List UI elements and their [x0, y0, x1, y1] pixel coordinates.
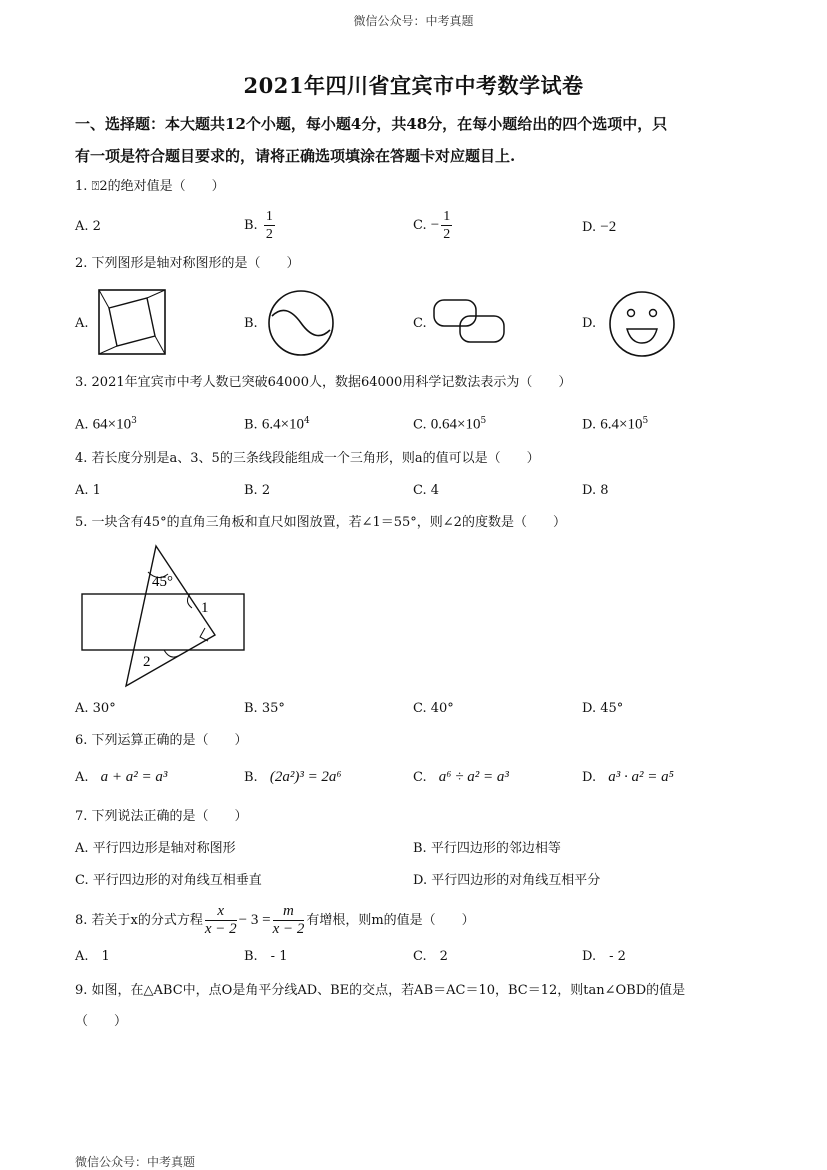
denominator: 2 — [265, 227, 273, 242]
numerator: m — [273, 903, 305, 921]
question-6-stem: 6. 下列运算正确的是（ ） — [75, 733, 248, 748]
denominator: 2 — [443, 227, 451, 242]
set-square — [126, 546, 215, 686]
page-header: 微信公众号：中考真题 — [353, 14, 474, 28]
numerator: 1 — [443, 209, 451, 224]
q6-option-b[interactable] — [244, 768, 342, 787]
question-3-stem: 3. 2021年宜宾市中考人数已突破64000人，数据64000用科学记数法表示为（ ） — [75, 375, 572, 390]
q1-option-c[interactable] — [413, 208, 454, 243]
math-expression: a⁶ ÷ a² = a³ — [438, 769, 509, 785]
q7-option-b[interactable]: B. 平行四边形的邻边相等 — [413, 841, 561, 856]
exponent: 3 — [131, 416, 137, 426]
q5-option-b[interactable]: B. 35° — [244, 701, 285, 716]
q1-option-d[interactable] — [582, 218, 616, 237]
question-7-stem: 7. 下列说法正确的是（ ） — [75, 809, 248, 824]
math-value: 64×10 — [92, 416, 132, 433]
label-angle-2: 2 — [143, 654, 151, 670]
q1-option-b[interactable] — [244, 208, 277, 243]
question-9-stem-bracket: （ ） — [75, 1014, 128, 1029]
q5-figure-ruler-triangle — [80, 542, 250, 692]
math-expression: a + a² = a³ — [100, 769, 168, 785]
exponent: 5 — [642, 416, 649, 426]
question-8-stem — [75, 900, 475, 941]
question-5-stem: 5. 一块含有45°的直角三角板和直尺如图放置，若∠1＝55°，则∠2的度数是（ ） — [75, 515, 566, 530]
q8-option-c[interactable]: C. 2 — [413, 949, 448, 964]
q4-option-b[interactable]: B. 2 — [244, 483, 271, 498]
q4-option-c[interactable]: C. 4 — [413, 483, 440, 498]
option-label: D. — [582, 220, 597, 235]
fraction-one-half — [441, 208, 452, 243]
stem-suffix: 有增根，则m的值是（ ） — [306, 913, 475, 928]
q5-option-c[interactable]: C. 40° — [413, 701, 454, 716]
q2-option-c[interactable]: C. — [413, 316, 427, 331]
q8-option-d[interactable]: D. - 2 — [582, 949, 626, 964]
option-label: C. — [413, 218, 427, 233]
q6-option-a[interactable] — [75, 768, 167, 787]
page-footer: 微信公众号：中考真题 — [75, 1155, 196, 1169]
angle-2-arc — [164, 650, 178, 657]
equation-middle: − 3 = — [238, 912, 271, 928]
option-label: A. — [75, 770, 89, 785]
q4-option-a[interactable]: A. 1 — [75, 483, 101, 498]
fraction-one-half — [264, 208, 275, 243]
q2-figure-d-smiley — [607, 289, 677, 359]
option-label: A. — [75, 417, 89, 433]
label-45-degree: 45° — [152, 574, 173, 590]
option-label: D. — [582, 770, 597, 785]
denominator: x − 2 — [272, 921, 305, 937]
q2-figure-b-yinyang — [266, 288, 336, 358]
q7-option-c[interactable]: C. 平行四边形的对角线互相垂直 — [75, 873, 262, 888]
option-label: B. — [244, 417, 258, 433]
option-label: D. — [582, 417, 597, 433]
numerator: 1 — [265, 209, 273, 224]
fraction-m-over-x-minus-2 — [273, 903, 305, 938]
q8-option-b[interactable]: B. - 1 — [244, 949, 288, 964]
q7-option-a[interactable]: A. 平行四边形是轴对称图形 — [75, 841, 236, 856]
minus-sign: − — [430, 217, 440, 233]
stem-prefix: 8. 若关于x的分式方程 — [75, 913, 203, 928]
q3-option-d[interactable] — [582, 412, 648, 434]
math-expression: a³ · a² = a⁵ — [608, 769, 674, 785]
section-heading-line1: 一、选择题：本大题共12个小题，每小题4分，共48分，在每小题给出的四个选项中，只 — [75, 115, 668, 133]
option-label: B. — [244, 218, 258, 233]
section-heading-line2: 有一项是符合题目要求的，请将正确选项填涂在答题卡对应题目上. — [75, 147, 516, 165]
option-label: C. — [413, 770, 427, 785]
q2-option-a[interactable]: A. — [75, 316, 89, 331]
exam-title: 2021年四川省宜宾市中考数学试卷 — [243, 73, 584, 98]
q1-option-a[interactable]: A. 2 — [75, 219, 101, 234]
q5-option-a[interactable]: A. 30° — [75, 701, 116, 716]
ruler — [82, 594, 244, 650]
q3-option-b[interactable] — [244, 412, 310, 434]
exponent: 4 — [304, 416, 310, 426]
q2-figure-c-chain-links — [432, 296, 508, 348]
question-2-stem: 2. 下列图形是轴对称图形的是（ ） — [75, 256, 300, 271]
math-value: 6.4×10 — [261, 416, 305, 433]
q2-option-b[interactable]: B. — [244, 316, 258, 331]
denominator: x − 2 — [204, 921, 237, 937]
option-label: B. — [244, 770, 258, 785]
numerator: x — [205, 903, 237, 921]
q8-option-a[interactable]: A. 1 — [75, 949, 110, 964]
q7-option-d[interactable]: D. 平行四边形的对角线互相平分 — [413, 873, 601, 888]
question-9-stem: 9. 如图，在△ABC中，点O是角平分线AD、BE的交点，若AB＝AC＝10，BC＝12，则tan∠OBD的值是 — [75, 983, 686, 998]
q2-figure-a-square — [97, 288, 167, 356]
math-expression: (2a²)³ = 2a⁶ — [269, 769, 342, 785]
question-1-stem: 1. ⍰2的绝对值是（ ） — [75, 179, 225, 194]
q3-option-c[interactable] — [413, 412, 486, 434]
option-label: C. — [413, 417, 427, 433]
q6-option-c[interactable] — [413, 768, 509, 787]
q5-option-d[interactable]: D. 45° — [582, 701, 624, 716]
math-value: 6.4×10 — [600, 416, 643, 433]
math-value: −2 — [600, 219, 617, 235]
fraction-x-over-x-minus-2 — [205, 903, 237, 938]
q4-option-d[interactable]: D. 8 — [582, 483, 609, 498]
label-angle-1: 1 — [201, 600, 209, 616]
math-value: 0.64×10 — [430, 416, 481, 433]
q3-option-a[interactable] — [75, 412, 137, 434]
q2-option-d[interactable]: D. — [582, 316, 597, 331]
exponent: 5 — [480, 416, 487, 426]
question-4-stem: 4. 若长度分别是a、3、5的三条线段能组成一个三角形，则a的值可以是（ ） — [75, 451, 540, 466]
q6-option-d[interactable] — [582, 768, 674, 787]
